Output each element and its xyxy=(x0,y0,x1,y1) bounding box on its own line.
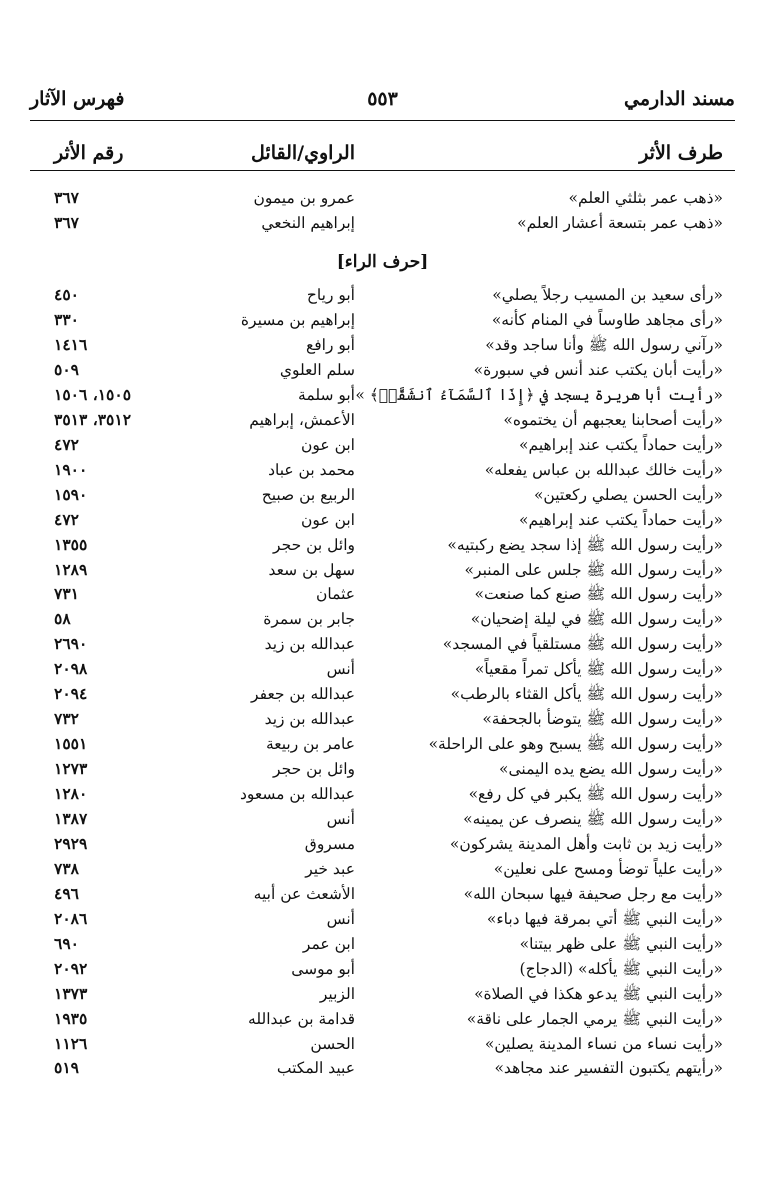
athar-narrator: سهل بن سعد xyxy=(268,560,355,579)
athar-number: ٧٣٨ xyxy=(54,858,79,878)
athar-narrator: ابن عون xyxy=(301,510,355,529)
table-row xyxy=(30,1007,735,1031)
athar-number: ١٣٧٣ xyxy=(54,983,88,1003)
athar-text: «رأيت رسول الله ﷺ جلس على المنبر» xyxy=(464,560,723,579)
athar-number: ٣٦٧ xyxy=(54,188,79,207)
athar-text: «رأيت النبي ﷺ يأكله» (الدجاج) xyxy=(519,959,723,978)
athar-narrator: ابن عون xyxy=(301,435,355,454)
table-row xyxy=(30,682,735,706)
athar-narrator: عبيد المكتب xyxy=(276,1059,355,1078)
athar-number: ١٣٥٥ xyxy=(54,534,88,554)
athar-text: «رأى مجاهد طاوساً في المنام كأنه» xyxy=(491,310,723,329)
column-header-text: طرف الأثر xyxy=(639,142,723,164)
athar-text: «رأيت النبي ﷺ على ظهر بيتنا» xyxy=(519,934,723,953)
athar-number: ١٢٧٣ xyxy=(54,759,88,778)
page-number: ٥٥٣ xyxy=(367,88,398,110)
athar-text: «رأيت رسول الله ﷺ إذا سجد يضع ركبتيه» xyxy=(447,535,723,554)
table-row xyxy=(30,857,735,881)
athar-narrator: الحسن xyxy=(310,1034,355,1053)
athar-number: ١٣٨٧ xyxy=(54,808,88,828)
athar-narrator: أنس xyxy=(326,909,355,928)
athar-text: «رأيت رسول الله ﷺ صنع كما صنعت» xyxy=(474,585,723,604)
table-row xyxy=(30,533,735,557)
athar-narrator: وائل بن حجر xyxy=(273,535,355,554)
section-name: فهرس الآثار xyxy=(30,88,125,110)
athar-narrator: مسروق xyxy=(304,834,355,853)
athar-text: «ذهب عمر بثلثي العلم» xyxy=(568,189,723,207)
athar-narrator: عبد خير xyxy=(305,859,355,878)
athar-number: ٣٦٧ xyxy=(54,213,79,232)
table-row xyxy=(30,582,735,606)
athar-number: ١٤١٦ xyxy=(54,334,88,354)
athar-text: «رأيت رسول الله يضع يده اليمنى» xyxy=(499,760,723,778)
athar-text: «رأيت الحسن يصلي ركعتين» xyxy=(533,485,723,504)
table-row xyxy=(30,383,735,407)
athar-number: ٢٠٨٦ xyxy=(54,908,88,928)
athar-number: ١٥٠٥، ١٥٠٦ xyxy=(54,384,132,404)
section-title: [حرف الراء] xyxy=(336,252,429,272)
athar-number: ١١٢٦ xyxy=(54,1033,88,1053)
athar-text: «رأيتهم يكتبون التفسير عند مجاهد» xyxy=(494,1059,723,1078)
athar-narrator: عمرو بن ميمون xyxy=(253,189,355,207)
athar-text: «رأى سعيد بن المسيب رجلاً يصلي» xyxy=(492,286,723,304)
athar-number: ٦٩٠ xyxy=(54,933,79,953)
athar-number: ١٥٩٠ xyxy=(54,484,88,504)
athar-number: ١٩٣٥ xyxy=(54,1008,88,1028)
table-row xyxy=(30,433,735,457)
athar-text: «رأيت أصحابنا يعجبهم أن يختموه» xyxy=(503,410,723,429)
athar-number: ٧٣٢ xyxy=(54,709,79,729)
table-row xyxy=(30,211,735,235)
athar-narrator: وائل بن حجر xyxy=(273,760,355,778)
athar-narrator: عبدالله بن جعفر xyxy=(251,685,355,704)
table-row xyxy=(30,186,735,210)
table-row xyxy=(30,458,735,482)
table-row xyxy=(30,782,735,806)
athar-text: «رأيت نساء من نساء المدينة يصلين» xyxy=(484,1034,723,1053)
athar-narrator: عبدالله بن زيد xyxy=(264,710,355,729)
table-row xyxy=(30,408,735,432)
book-title: مسند الدارمي xyxy=(624,88,735,110)
athar-number: ٢٠٩٢ xyxy=(54,958,88,978)
column-header-narrator: الراوي/القائل xyxy=(251,142,355,164)
athar-text: «رأيت زيد بن ثابت وأهل المدينة يشركون» xyxy=(449,834,723,853)
header-rule xyxy=(30,120,735,121)
table-row xyxy=(30,558,735,582)
athar-number: ٤٧٢ xyxy=(54,509,79,529)
table-row xyxy=(30,832,735,856)
athar-number: ١٥٥١ xyxy=(54,734,88,754)
column-headers xyxy=(30,142,735,168)
athar-number: ٤٧٢ xyxy=(54,434,79,454)
column-header-rule xyxy=(30,170,735,171)
athar-narrator: الزبير xyxy=(319,984,355,1003)
table-row xyxy=(30,757,735,781)
athar-narrator: جابر بن سمرة xyxy=(263,610,355,629)
athar-number: ٢٠٩٨ xyxy=(54,659,88,679)
table-row xyxy=(30,807,735,831)
athar-narrator: أبو موسى xyxy=(291,959,355,978)
athar-number: ٥٨ xyxy=(54,609,71,629)
table-row xyxy=(30,333,735,357)
athar-number: ١٢٨٩ xyxy=(54,559,88,579)
table-row xyxy=(30,1032,735,1056)
table-row xyxy=(30,483,735,507)
athar-number: ٣٣٠ xyxy=(54,309,79,329)
athar-text: «رأيت رسول الله ﷺ يأكل تمراً مقعياً» xyxy=(474,660,723,679)
table-row xyxy=(30,632,735,656)
athar-text: «رأيت رسول الله ﷺ في ليلة إضحيان» xyxy=(470,610,723,629)
athar-text: «رأيت رسول الله ﷺ يكبر في كل رفع» xyxy=(468,785,723,803)
table-row xyxy=(30,932,735,956)
athar-text: «رآني رسول الله ﷺ وأنا ساجد وقد» xyxy=(485,335,723,354)
athar-number: ٤٥٠ xyxy=(54,285,79,304)
athar-text: «رأيت النبي ﷺ يرمي الجمار على ناقة» xyxy=(466,1009,723,1028)
athar-number: ١٢٨٠ xyxy=(54,784,88,803)
athar-number: ١٩٠٠ xyxy=(54,459,88,479)
athar-narrator: أبو رياح xyxy=(306,286,355,304)
table-row xyxy=(30,882,735,906)
athar-narrator: أبو سلمة xyxy=(298,385,355,404)
table-row xyxy=(30,657,735,681)
table-row xyxy=(30,707,735,731)
athar-text: «رأيت حماداً يكتب عند إبراهيم» xyxy=(519,435,723,454)
table-row xyxy=(30,907,735,931)
athar-narrator: عامر بن ربيعة xyxy=(265,735,355,754)
athar-text: «رأيت علياً توضأ ومسح على نعلين» xyxy=(493,859,723,878)
table-row xyxy=(30,732,735,756)
athar-text: «رأيت النبي ﷺ أتي بمرقة فيها دباء» xyxy=(486,909,723,928)
athar-narrator: إبراهيم النخعي xyxy=(261,214,355,232)
athar-narrator: محمد بن عباد xyxy=(268,460,355,479)
athar-text: «رأيت أبان يكتب عند أنس في سبورة» xyxy=(473,360,723,379)
athar-number: ٥٠٩ xyxy=(54,359,79,379)
table-row xyxy=(30,358,735,382)
athar-narrator: عبدالله بن زيد xyxy=(264,635,355,654)
table-row xyxy=(30,607,735,631)
athar-narrator: أبو رافع xyxy=(305,335,355,354)
table-row xyxy=(30,957,735,981)
table-row xyxy=(30,1056,735,1080)
athar-narrator: عثمان xyxy=(316,585,355,604)
athar-narrator: الأشعث عن أبيه xyxy=(253,884,355,903)
athar-text: «رأيت رسول الله ﷺ يأكل القثاء بالرطب» xyxy=(450,685,723,704)
athar-narrator: أنس xyxy=(326,660,355,679)
column-header-number: رقم الأثر xyxy=(54,142,124,164)
athar-number: ٢٦٩٠ xyxy=(54,634,88,654)
athar-text: «رأيت رسول الله ﷺ يتوضأ بالجحفة» xyxy=(482,710,723,729)
athar-text: «رأيت رسول الله ﷺ مستلقياً في المسجد» xyxy=(442,635,723,654)
athar-text: «ذهب عمر بتسعة أعشار العلم» xyxy=(517,214,723,232)
athar-narrator: إبراهيم بن مسيرة xyxy=(240,310,355,329)
athar-text: «رأيت رسول الله ﷺ ينصرف عن يمينه» xyxy=(463,809,723,828)
athar-text: «رأيت النبي ﷺ يدعو هكذا في الصلاة» xyxy=(474,984,723,1003)
athar-narrator: الأعمش، إبراهيم xyxy=(249,410,355,429)
athar-narrator: أنس xyxy=(326,809,355,828)
table-row xyxy=(30,508,735,532)
athar-number: ٣٥١٢، ٣٥١٣ xyxy=(54,409,132,429)
athar-text: «رأيت حماداً يكتب عند إبراهيم» xyxy=(519,510,723,529)
athar-number: ٢٠٩٤ xyxy=(54,684,88,704)
athar-narrator: عبدالله بن مسعود xyxy=(239,785,355,803)
running-head xyxy=(30,88,735,118)
athar-number: ٥١٩ xyxy=(54,1058,79,1078)
athar-text: «رأيت مع رجل صحيفة فيها سبحان الله» xyxy=(463,884,723,903)
table-row xyxy=(30,982,735,1006)
athar-text: «رأيت أبا هريرة يسجد في ﴿إِذَا ٱلسَّمَآءُ ٱنشَقَّتۡ﴾ » xyxy=(355,385,723,404)
table-row xyxy=(30,308,735,332)
athar-narrator: سلم العلوي xyxy=(279,360,355,379)
athar-narrator: الربيع بن صبيح xyxy=(261,485,355,504)
athar-text: «رأيت رسول الله ﷺ يسبح وهو على الراحلة» xyxy=(428,735,723,754)
athar-number: ٧٣١ xyxy=(54,584,79,604)
athar-number: ٤٩٦ xyxy=(54,883,79,903)
table-row xyxy=(30,283,735,307)
athar-number: ٢٩٢٩ xyxy=(54,833,88,853)
athar-narrator: قدامة بن عبدالله xyxy=(248,1009,355,1028)
athar-narrator: ابن عمر xyxy=(302,934,355,953)
athar-text: «رأيت خالك عبدالله بن عباس يفعله» xyxy=(484,460,723,479)
